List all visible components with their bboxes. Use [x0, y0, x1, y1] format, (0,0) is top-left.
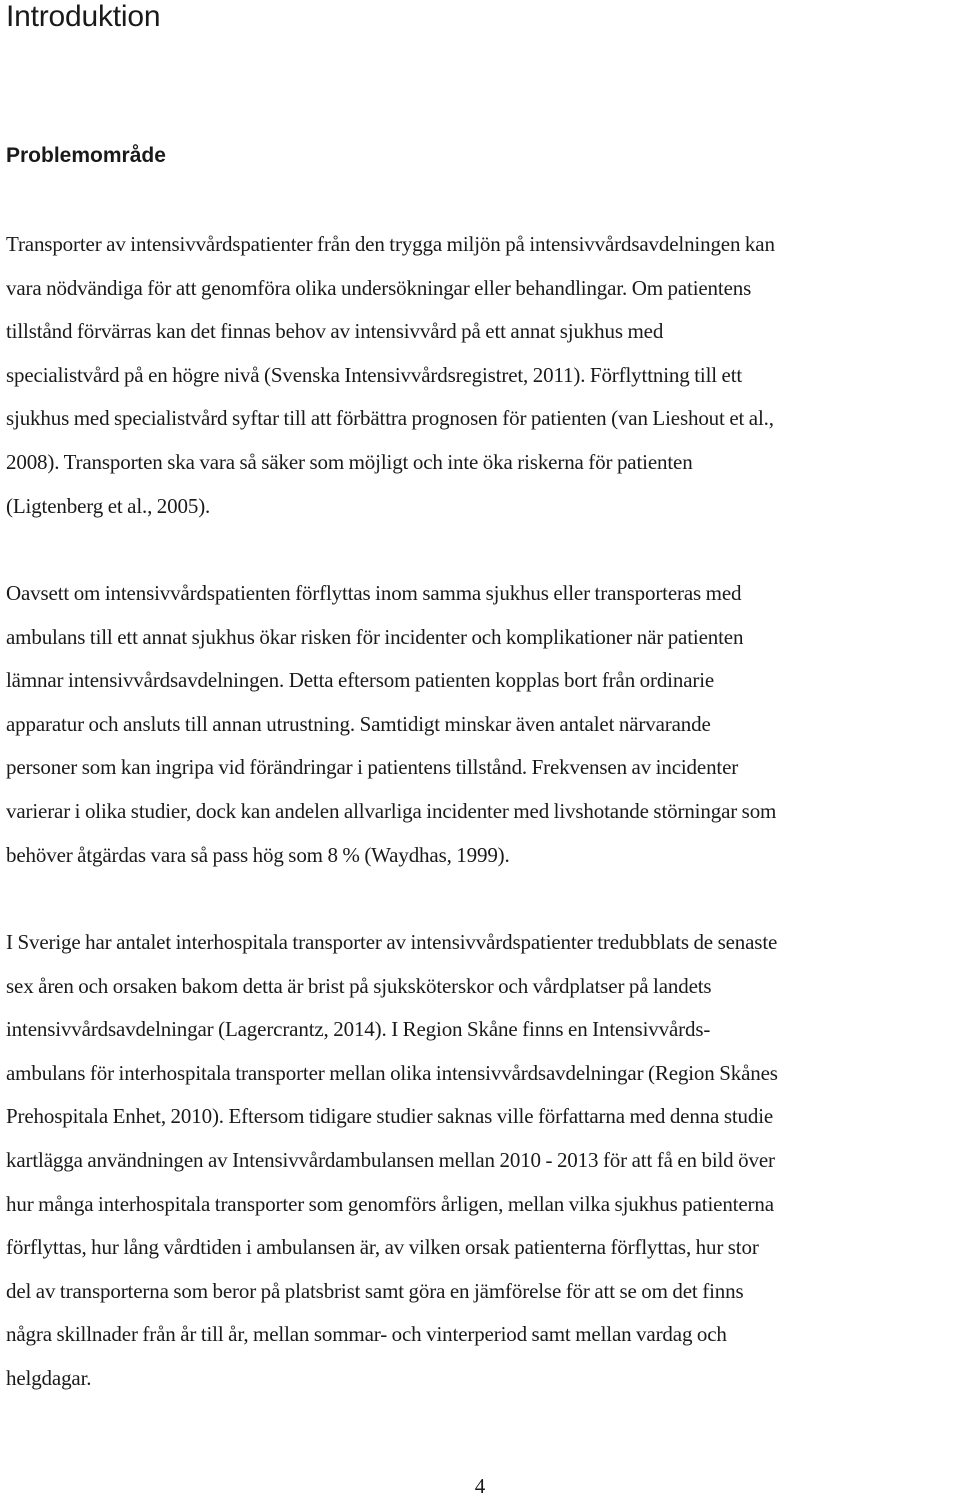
paragraph-line: behöver åtgärdas vara så pass hög som 8 % (Waydhas, 1999). [6, 842, 510, 867]
paragraph-line: Prehospitala Enhet, 2010). Eftersom tidigare studier saknas ville författarna med denna studie [6, 1104, 774, 1129]
paragraph-1 [6, 223, 958, 528]
paragraph-line: (Ligtenberg et al., 2005). [6, 493, 211, 518]
paragraph-line: Oavsett om intensivvårdspatienten förflyttas inom samma sjukhus eller transporteras med [6, 581, 742, 605]
paragraph-line: 2008). Transporten ska vara så säker som möjligt och inte öka riskerna för patienten [6, 449, 693, 474]
paragraph-line: Transporter av intensivvårdspatienter från den trygga miljön på intensivvårdsavdelningen kan [6, 232, 775, 256]
paragraph-3 [6, 921, 958, 1401]
paragraph-2 [6, 572, 958, 877]
paragraph-line: förflyttas, hur lång vårdtiden i ambulansen är, av vilken orsak patienterna förflyttas, hur stor [6, 1235, 759, 1260]
paragraph-line: vara nödvändiga för att genomföra olika undersökningar eller behandlingar. Om patientens [6, 275, 752, 300]
paragraph-line: ambulans till ett annat sjukhus ökar risken för incidenter och komplikationer när patienten [6, 624, 744, 649]
paragraph-line: varierar i olika studier, dock kan andelen allvarliga incidenter med livshotande störningar som [6, 798, 777, 823]
section-heading: Problemområde [6, 144, 166, 167]
paragraph-line: lämnar intensivvårdsavdelningen. Detta eftersom patienten kopplas bort från ordinarie [6, 668, 715, 693]
page-number: 4 [474, 1474, 486, 1498]
paragraph-line: intensivvårdsavdelningar (Lagercrantz, 2014). I Region Skåne finns en Intensivvårds- [6, 1017, 711, 1042]
paragraph-line: hur många interhospitala transporter som genomförs årligen, mellan vilka sjukhus patienterna [6, 1191, 774, 1216]
paragraph-line: kartlägga användningen av Intensivvårdambulansen mellan 2010 - 2013 för att få en bild över [6, 1147, 775, 1172]
paragraph-line: del av transporterna som beror på platsbrist samt göra en jämförelse för att se om det finns [6, 1278, 744, 1303]
page-title: Introduktion [6, 0, 161, 33]
paragraph-line: några skillnader från år till år, mellan sommar- och vinterperiod samt mellan vardag och [6, 1322, 727, 1347]
paragraph-line: I Sverige har antalet interhospitala transporter av intensivvårdspatienter tredubblats de senaste [6, 930, 778, 954]
paragraph-line: specialistvård på en högre nivå (Svenska Intensivvårdsregistret, 2011). Förflyttning till ett [6, 362, 743, 387]
paragraph-line: sex åren och orsaken bakom detta är brist på sjuksköterskor och vårdplatser på landets [6, 973, 712, 998]
paragraph-line: sjukhus med specialistvård syftar till att förbättra prognosen för patienten (van Lieshout et al., [6, 406, 774, 431]
paragraph-line: personer som kan ingripa vid förändringar i patientens tillstånd. Frekvensen av incidenter [6, 755, 739, 780]
paragraph-line: tillstånd förvärras kan det finnas behov av intensivvård på ett annat sjukhus med [6, 319, 664, 344]
paragraph-line: helgdagar. [6, 1365, 92, 1390]
paragraph-line: apparatur och ansluts till annan utrustning. Samtidigt minskar även antalet närvarande [6, 711, 711, 736]
paragraph-line: ambulans för interhospitala transporter mellan olika intensivvårdsavdelningar (Region Skånes [6, 1060, 778, 1085]
